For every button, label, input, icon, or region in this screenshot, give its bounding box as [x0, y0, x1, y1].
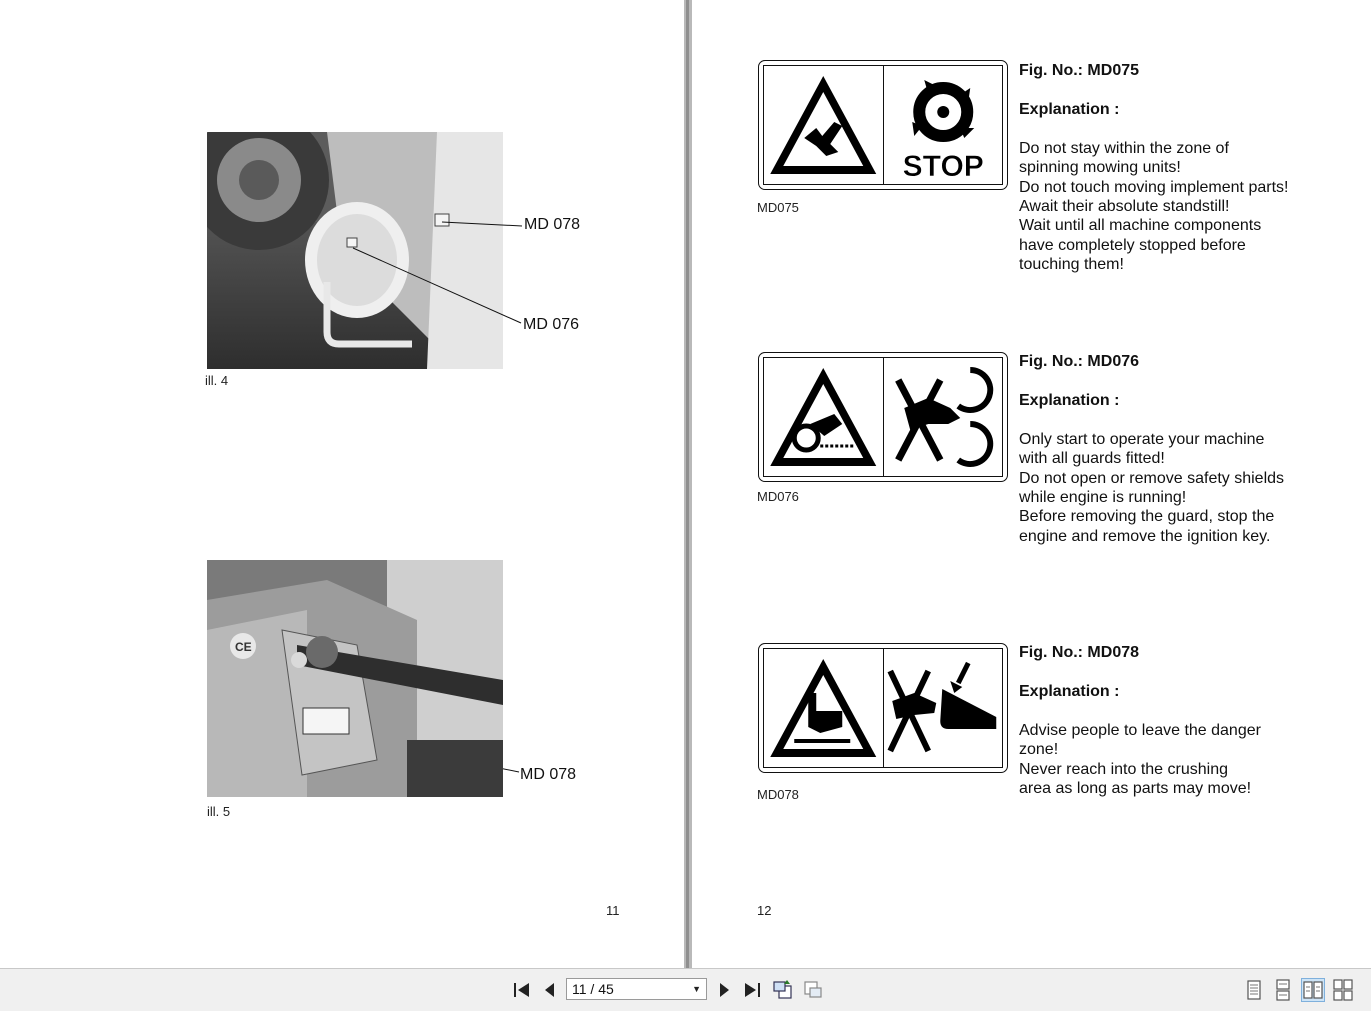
warning-triangle-icon: [764, 66, 883, 184]
explanation-line: zone!: [1019, 741, 1059, 759]
explanation-line: Do not open or remove safety shields: [1019, 469, 1285, 487]
explanation-line: Do not touch moving implement parts!: [1019, 178, 1289, 196]
explanation-label: Explanation :: [1019, 683, 1120, 701]
caption-ill-4: ill. 4: [205, 373, 229, 388]
first-page-icon[interactable]: [511, 979, 533, 1001]
callout-md076: MD 076: [523, 316, 580, 333]
explanation-line: Never reach into the crushing: [1019, 760, 1228, 778]
fig-block-md075: [1019, 61, 1364, 275]
explanation-line: Wait until all machine components: [1019, 217, 1262, 235]
continuous-icon[interactable]: [1272, 979, 1294, 1001]
explanation-line: Await their absolute standstill!: [1019, 198, 1230, 216]
page-number-left: 11: [606, 903, 620, 918]
illustration-5-photo: [207, 560, 503, 797]
safety-sign-md078: [758, 643, 1008, 773]
explanation-line: engine and remove the ignition key.: [1019, 527, 1271, 545]
safety-sign-md076: [758, 352, 1008, 482]
explanation-line: Advise people to leave the danger: [1019, 721, 1261, 739]
sign-code-md075: MD075: [757, 200, 799, 215]
svg-text:CE: CE: [235, 640, 252, 654]
page-number-right: 12: [757, 903, 772, 918]
left-page: [0, 0, 684, 968]
explanation-text: [1019, 139, 1364, 275]
explanation-line: have completely stopped before: [1019, 236, 1246, 254]
chevron-down-icon: ▼: [692, 984, 701, 994]
last-page-icon[interactable]: [741, 979, 763, 1001]
explanation-line: area as long as parts may move!: [1019, 780, 1252, 798]
viewer-toolbar: [0, 968, 1371, 1011]
callout-md078-ill5: MD 078: [520, 766, 577, 783]
right-page: [692, 0, 1371, 968]
next-view-icon[interactable]: [802, 979, 824, 1001]
explanation-line: touching them!: [1019, 256, 1124, 274]
explanation-line: with all guards fitted!: [1019, 450, 1165, 468]
previous-view-icon[interactable]: [772, 979, 794, 1001]
warning-triangle-icon: [764, 649, 883, 767]
fig-block-md078: [1019, 643, 1364, 798]
explanation-label: Explanation :: [1019, 392, 1120, 410]
explanation-text: [1019, 430, 1364, 546]
facing-icon[interactable]: [1302, 979, 1324, 1001]
explanation-line: Before removing the guard, stop the: [1019, 508, 1275, 526]
safety-sign-md075: [758, 60, 1008, 190]
explanation-label: Explanation :: [1019, 101, 1120, 119]
sign-code-md076: MD076: [757, 489, 799, 504]
no-reach-crush-icon: [883, 649, 1003, 767]
explanation-line: spinning mowing units!: [1019, 159, 1181, 177]
warning-triangle-icon: [764, 358, 883, 476]
page-number-dropdown[interactable]: [566, 978, 707, 1000]
callout-md078: MD 078: [524, 216, 581, 233]
rotating-blade-stop-icon: [883, 66, 1003, 184]
no-hand-guard-icon: [883, 358, 1003, 476]
fig-number: Fig. No.: MD075: [1019, 62, 1140, 79]
page-indicator: 11 / 45: [572, 981, 614, 997]
previous-page-icon[interactable]: [539, 979, 561, 1001]
explanation-text: [1019, 721, 1364, 799]
fig-number: Fig. No.: MD078: [1019, 644, 1140, 661]
caption-ill-5: ill. 5: [207, 804, 231, 819]
continuous-facing-icon[interactable]: [1332, 979, 1354, 1001]
page-gutter: [684, 0, 692, 968]
fig-block-md076: [1019, 352, 1364, 546]
explanation-line: Only start to operate your machine: [1019, 430, 1265, 448]
fig-number: Fig. No.: MD076: [1019, 353, 1140, 370]
illustration-4-photo: [207, 132, 503, 369]
explanation-line: Do not stay within the zone of: [1019, 139, 1229, 157]
next-page-icon[interactable]: [713, 979, 735, 1001]
single-page-icon[interactable]: [1243, 979, 1265, 1001]
sign-code-md078: MD078: [757, 787, 799, 802]
explanation-line: while engine is running!: [1019, 489, 1187, 507]
svg-text:STOP: STOP: [902, 150, 984, 183]
